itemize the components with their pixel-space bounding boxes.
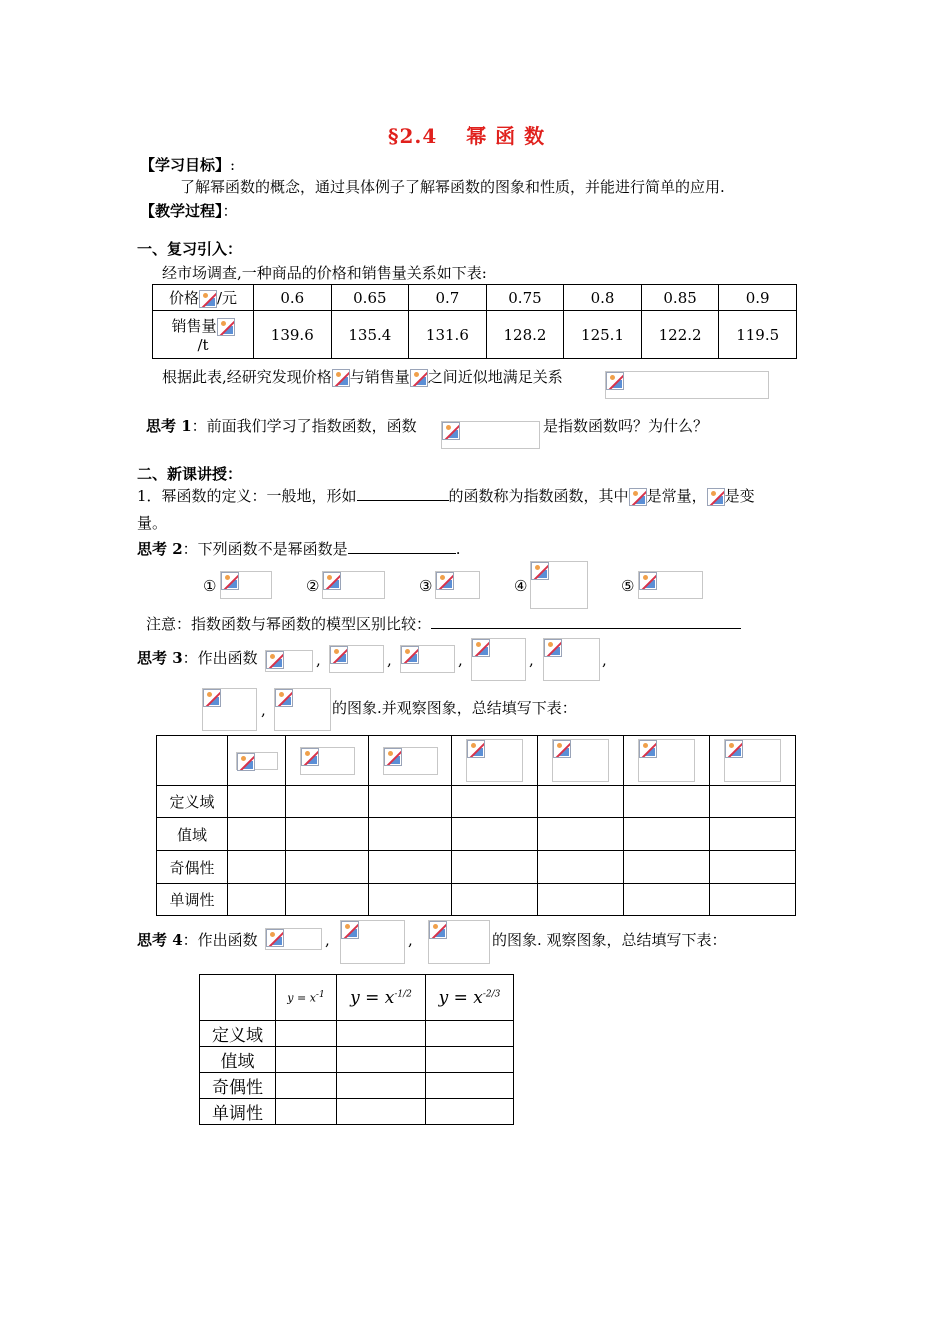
answer-cell[interactable] — [276, 1073, 337, 1099]
price-cell: 0.75 — [486, 285, 564, 311]
image-placeholder-icon — [410, 369, 428, 387]
answer-cell[interactable] — [337, 1021, 426, 1047]
answer-cell[interactable] — [228, 851, 286, 884]
image-placeholder-icon — [332, 369, 350, 387]
option-4-image — [530, 561, 588, 609]
answer-cell[interactable] — [426, 1021, 514, 1047]
answer-cell[interactable] — [228, 884, 286, 916]
answer-cell[interactable] — [426, 1073, 514, 1099]
image-placeholder-icon — [217, 318, 235, 336]
sales-cell: 128.2 — [486, 311, 564, 359]
image-placeholder-icon — [606, 372, 624, 390]
think1: 思考 1：前面我们学习了指数函数，函数 — [146, 417, 417, 435]
power-function-table — [156, 735, 796, 916]
think3: 思考 3：作出函数 — [137, 649, 258, 667]
answer-cell[interactable] — [426, 1047, 514, 1073]
answer-cell[interactable] — [538, 786, 624, 818]
function-image — [400, 645, 455, 673]
option-2-label: ② — [306, 577, 320, 595]
sales-cell: 139.6 — [254, 311, 332, 359]
column-header — [624, 736, 710, 786]
think2: 思考 2：下列函数不是幂函数是 . — [137, 540, 461, 558]
note: 注意：指数函数与幂函数的模型区别比较： — [146, 614, 741, 634]
function-image — [265, 928, 322, 950]
column-header-y-x-neg1: $y = x^{-1}$ — [276, 975, 337, 1021]
image-placeholder-icon — [266, 929, 284, 947]
answer-cell[interactable] — [369, 884, 452, 916]
column-header — [452, 736, 538, 786]
answer-cell[interactable] — [286, 851, 369, 884]
answer-blank[interactable] — [348, 539, 456, 554]
function-image — [543, 638, 600, 681]
option-5-image — [638, 571, 703, 599]
image-placeholder-icon — [384, 748, 402, 766]
image-placeholder-icon — [707, 488, 725, 506]
relation-line: 根据此表,经研究发现价格 与销售量 之间近似地满足关系 — [162, 367, 563, 387]
negative-power-table — [199, 974, 514, 1125]
option-4-label: ④ — [514, 577, 528, 595]
comma: , — [387, 651, 392, 669]
answer-cell[interactable] — [276, 1021, 337, 1047]
answer-cell[interactable] — [276, 1047, 337, 1073]
answer-blank[interactable] — [431, 614, 741, 629]
answer-cell[interactable] — [452, 818, 538, 851]
formula-image — [441, 421, 540, 449]
answer-cell[interactable] — [286, 786, 369, 818]
answer-cell[interactable] — [452, 786, 538, 818]
answer-cell[interactable] — [538, 818, 624, 851]
price-cell: 0.9 — [719, 285, 797, 311]
image-placeholder-icon — [553, 740, 571, 758]
image-placeholder-icon — [639, 740, 657, 758]
think4-instruction: 的图象. 观察图象，总结填写下表： — [492, 931, 727, 949]
think1-question: 是指数函数吗？为什么？ — [543, 417, 709, 435]
answer-cell[interactable] — [624, 851, 710, 884]
price-cell: 0.85 — [641, 285, 719, 311]
answer-cell[interactable] — [709, 884, 795, 916]
image-placeholder-icon — [436, 572, 454, 590]
image-placeholder-icon — [301, 748, 319, 766]
row-header: 定义域 — [157, 786, 228, 818]
function-image — [202, 688, 257, 731]
answer-cell[interactable] — [228, 818, 286, 851]
image-placeholder-icon — [472, 639, 490, 657]
option-2-image — [322, 571, 385, 599]
comma: , — [261, 701, 266, 719]
answer-cell[interactable] — [369, 818, 452, 851]
answer-cell[interactable] — [452, 884, 538, 916]
image-placeholder-icon — [275, 689, 293, 707]
answer-cell[interactable] — [337, 1073, 426, 1099]
column-header-y-x-neg-two-thirds: $y = x^{-2/3}$ — [426, 975, 514, 1021]
image-placeholder-icon — [341, 921, 359, 939]
sales-cell: 125.1 — [564, 311, 642, 359]
image-placeholder-icon — [531, 562, 549, 580]
image-placeholder-icon — [323, 572, 341, 590]
price-cell: 0.7 — [409, 285, 487, 311]
answer-blank[interactable] — [357, 486, 449, 501]
answer-cell[interactable] — [369, 786, 452, 818]
image-placeholder-icon — [544, 639, 562, 657]
sales-cell: 119.5 — [719, 311, 797, 359]
objective-heading: 【学习目标】: — [140, 156, 236, 174]
answer-cell[interactable] — [276, 1099, 337, 1125]
objective-text: 了解幂函数的概念，通过具体例子了解幂函数的图象和性质，并能进行简单的应用. — [180, 178, 725, 196]
think3-instruction: 的图象.并观察图象，总结填写下表： — [332, 699, 577, 717]
comma: , — [458, 651, 463, 669]
answer-cell[interactable] — [337, 1047, 426, 1073]
answer-cell[interactable] — [538, 884, 624, 916]
answer-cell[interactable] — [286, 818, 369, 851]
answer-cell[interactable] — [624, 818, 710, 851]
function-image — [340, 920, 405, 964]
image-placeholder-icon — [429, 921, 447, 939]
section2-heading: 二、新课讲授： — [137, 465, 243, 483]
image-placeholder-icon — [725, 740, 743, 758]
function-image — [329, 645, 384, 673]
price-cell: 0.8 — [564, 285, 642, 311]
comma: , — [325, 931, 330, 949]
option-3-label: ③ — [419, 577, 433, 595]
section1-heading: 一、复习引入： — [137, 240, 243, 258]
sales-cell: 135.4 — [331, 311, 409, 359]
image-placeholder-icon — [221, 572, 239, 590]
function-image — [265, 650, 313, 672]
definition-line: 1．幂函数的定义：一般地，形如 的函数称为指数函数，其中 是常量， 是变 — [137, 486, 755, 506]
image-placeholder-icon — [639, 572, 657, 590]
answer-cell[interactable] — [369, 851, 452, 884]
answer-cell[interactable] — [624, 786, 710, 818]
option-1-image — [220, 571, 272, 599]
option-3-image — [435, 571, 480, 599]
formula-image — [605, 371, 769, 399]
section1-intro: 经市场调查,一种商品的价格和销售量关系如下表: — [162, 264, 487, 282]
answer-cell[interactable] — [337, 1099, 426, 1125]
row-header: 定义域 — [200, 1021, 276, 1047]
row-header: 单调性 — [157, 884, 228, 916]
image-placeholder-icon — [330, 646, 348, 664]
price-row-header: 价格 /元 — [153, 285, 254, 311]
sales-cell: 122.2 — [641, 311, 719, 359]
image-placeholder-icon — [199, 290, 217, 308]
column-header — [286, 736, 369, 786]
function-image — [471, 638, 526, 681]
comma: , — [408, 931, 413, 949]
image-placeholder-icon — [629, 488, 647, 506]
comma: , — [316, 651, 321, 669]
comma: , — [529, 651, 534, 669]
row-header: 奇偶性 — [157, 851, 228, 884]
answer-cell[interactable] — [426, 1099, 514, 1125]
column-header — [228, 736, 286, 786]
image-placeholder-icon — [237, 753, 255, 771]
answer-cell[interactable] — [709, 818, 795, 851]
option-1-label: ① — [203, 577, 217, 595]
row-header: 单调性 — [200, 1099, 276, 1125]
answer-cell[interactable] — [228, 786, 286, 818]
answer-cell[interactable] — [452, 851, 538, 884]
definition-end: 量。 — [137, 514, 168, 532]
table-corner-cell — [200, 975, 276, 1021]
table-corner-cell — [157, 736, 228, 786]
option-5-label: ⑤ — [621, 577, 635, 595]
image-placeholder-icon — [266, 651, 284, 669]
image-placeholder-icon — [401, 646, 419, 664]
sales-cell: 131.6 — [409, 311, 487, 359]
column-header — [538, 736, 624, 786]
function-image — [428, 920, 490, 964]
answer-cell[interactable] — [709, 851, 795, 884]
answer-cell[interactable] — [709, 786, 795, 818]
function-image — [274, 688, 331, 731]
column-header-y-x-neg-half: $y = x^{-1/2}$ — [337, 975, 426, 1021]
row-header: 值域 — [157, 818, 228, 851]
image-placeholder-icon — [203, 689, 221, 707]
process-heading: 【教学过程】： — [140, 202, 238, 220]
image-placeholder-icon — [467, 740, 485, 758]
answer-cell[interactable] — [538, 851, 624, 884]
column-header — [709, 736, 795, 786]
comma: , — [602, 651, 607, 669]
answer-cell[interactable] — [286, 884, 369, 916]
price-cell: 0.6 — [254, 285, 332, 311]
row-header: 奇偶性 — [200, 1073, 276, 1099]
column-header — [369, 736, 452, 786]
row-header: 值域 — [200, 1047, 276, 1073]
think4: 思考 4：作出函数 — [137, 931, 258, 949]
price-cell: 0.65 — [331, 285, 409, 311]
answer-cell[interactable] — [624, 884, 710, 916]
price-sales-table — [152, 284, 797, 359]
sales-row-header: 销售量 /t — [153, 311, 254, 359]
image-placeholder-icon — [442, 422, 460, 440]
page-title: §2.4 幂 函 数 — [388, 124, 546, 148]
